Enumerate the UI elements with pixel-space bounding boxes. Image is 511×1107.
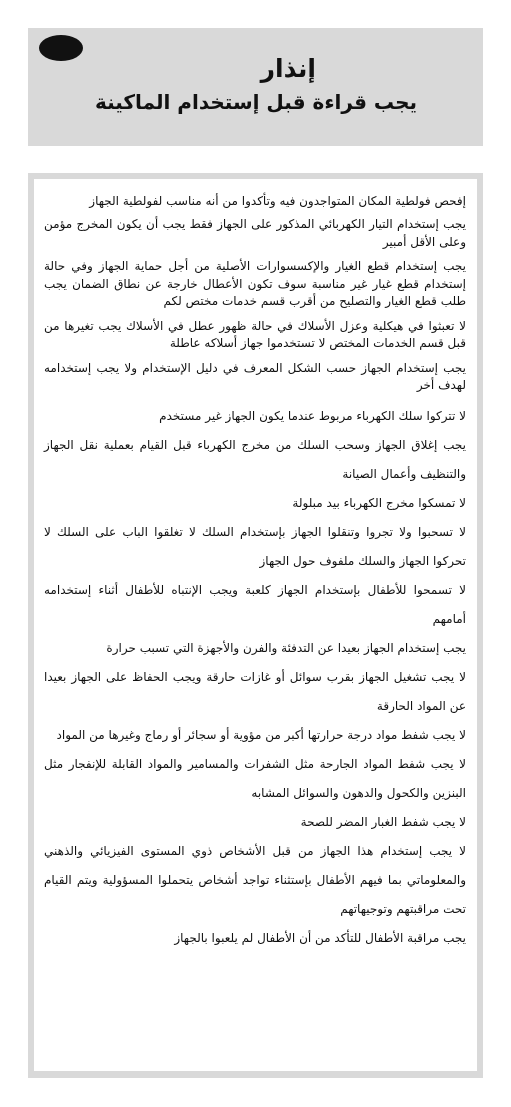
warnings-panel	[34, 179, 477, 1071]
warning-paragraph: لا يجب إستخدام هذا الجهاز من قبل الأشخاص ذوي المستوى الفيزيائي والذهني والمعلوماتي بما فيهم الأطفال بإستثناء تواجد أشخاص يتحملوا المسؤولية ويتم القيام تحت مراقبتهم وتوجيهاتهم	[44, 843, 466, 916]
warning-paragraph: لا تمسكوا مخرج الكهرباء بيد مبلولة	[292, 495, 466, 510]
warning-title: إنذار	[260, 54, 316, 83]
warning-paragraph: لا يجب شفط مواد درجة حرارتها أكبر من مؤوية أو سجائر أو رماج وغيرها من المواد	[56, 727, 466, 742]
warning-paragraph: لا تسمحوا للأطفال بإستخدام الجهاز كلعبة ويجب الإنتباه للأطفال أثناء إستخدامه أمامهم	[44, 582, 466, 626]
warnings-box	[28, 173, 483, 1078]
warning-paragraph: يجب إستخدام الجهاز حسب الشكل المعرف في دليل الإستخدام ولا يجب إستخدامه لهدف أخر	[44, 360, 466, 392]
warning-paragraph: يجب إستخدام التيار الكهربائي المذكور على الجهاز فقط يجب أن يكون المخرج مؤمن وعلى الأقل أمبير	[44, 217, 466, 249]
language-marker-icon	[39, 35, 83, 61]
warning-paragraph: يجب إستخدام قطع الغيار والإكسسوارات الأصلية من أجل حماية الجهاز وفي حالة إستخدام قطع غيار غير مناسبة سوف تكون الأعطال خارجة عن نطاق الضمان يجب طلب قطع الغيار والتصليح من أقرب قسم خدمات مختص لكم	[44, 259, 466, 308]
warning-paragraph: يجب إغلاق الجهاز وسحب السلك من مخرج الكهرباء قبل القيام بعملية نقل الجهاز والتنظيف وأعمال الصيانة	[44, 437, 466, 481]
warning-paragraph: لا تسحبوا ولا تجروا وتنقلوا الجهاز بإستخدام السلك لا تغلقوا الباب على السلك لا تحركوا الجهاز والسلك ملفوف حول الجهاز	[44, 524, 466, 568]
warning-paragraph: يجب إستخدام الجهاز بعيدا عن التدفئة والفرن والأجهزة التي تسبب حرارة	[106, 640, 466, 655]
warning-paragraph: لا يجب شفط المواد الجارحة مثل الشفرات والمسامير والمواد القابلة للإنفجار مثل البنزين والكحول والدهون والسوائل المشابه	[44, 756, 466, 800]
warning-paragraph: لا تعبثوا في هيكلية وعزل الأسلاك في حالة ظهور عطل في الأسلاك يجب تغيرها من قبل قسم الخدمات المختص لا تستخدموا جهاز أسلاكه عاطلة	[44, 318, 466, 350]
warning-paragraph: لا يجب تشغيل الجهاز بقرب سوائل أو غازات حارقة ويجب الحفاظ على الجهاز بعيدا عن المواد الحارقة	[44, 669, 466, 713]
warning-header	[28, 28, 483, 146]
warning-paragraph: يجب مراقبة الأطفال للتأكد من أن الأطفال لم يلعبوا بالجهاز	[174, 930, 466, 945]
warnings-text	[44, 187, 466, 953]
warning-paragraph: لا يجب شفط الغبار المضر للصحة	[300, 814, 466, 829]
warning-page	[28, 28, 483, 1078]
warning-subtitle: يجب قراءة قبل إستخدام الماكينة	[94, 90, 417, 114]
warning-paragraph: لا تتركوا سلك الكهرباء مربوط عندما يكون الجهاز غير مستخدم	[159, 408, 466, 423]
warning-paragraph: إفحص فولطية المكان المتواجدون فيه وتأكدوا من أنه مناسب لفولطية الجهاز	[89, 194, 466, 208]
